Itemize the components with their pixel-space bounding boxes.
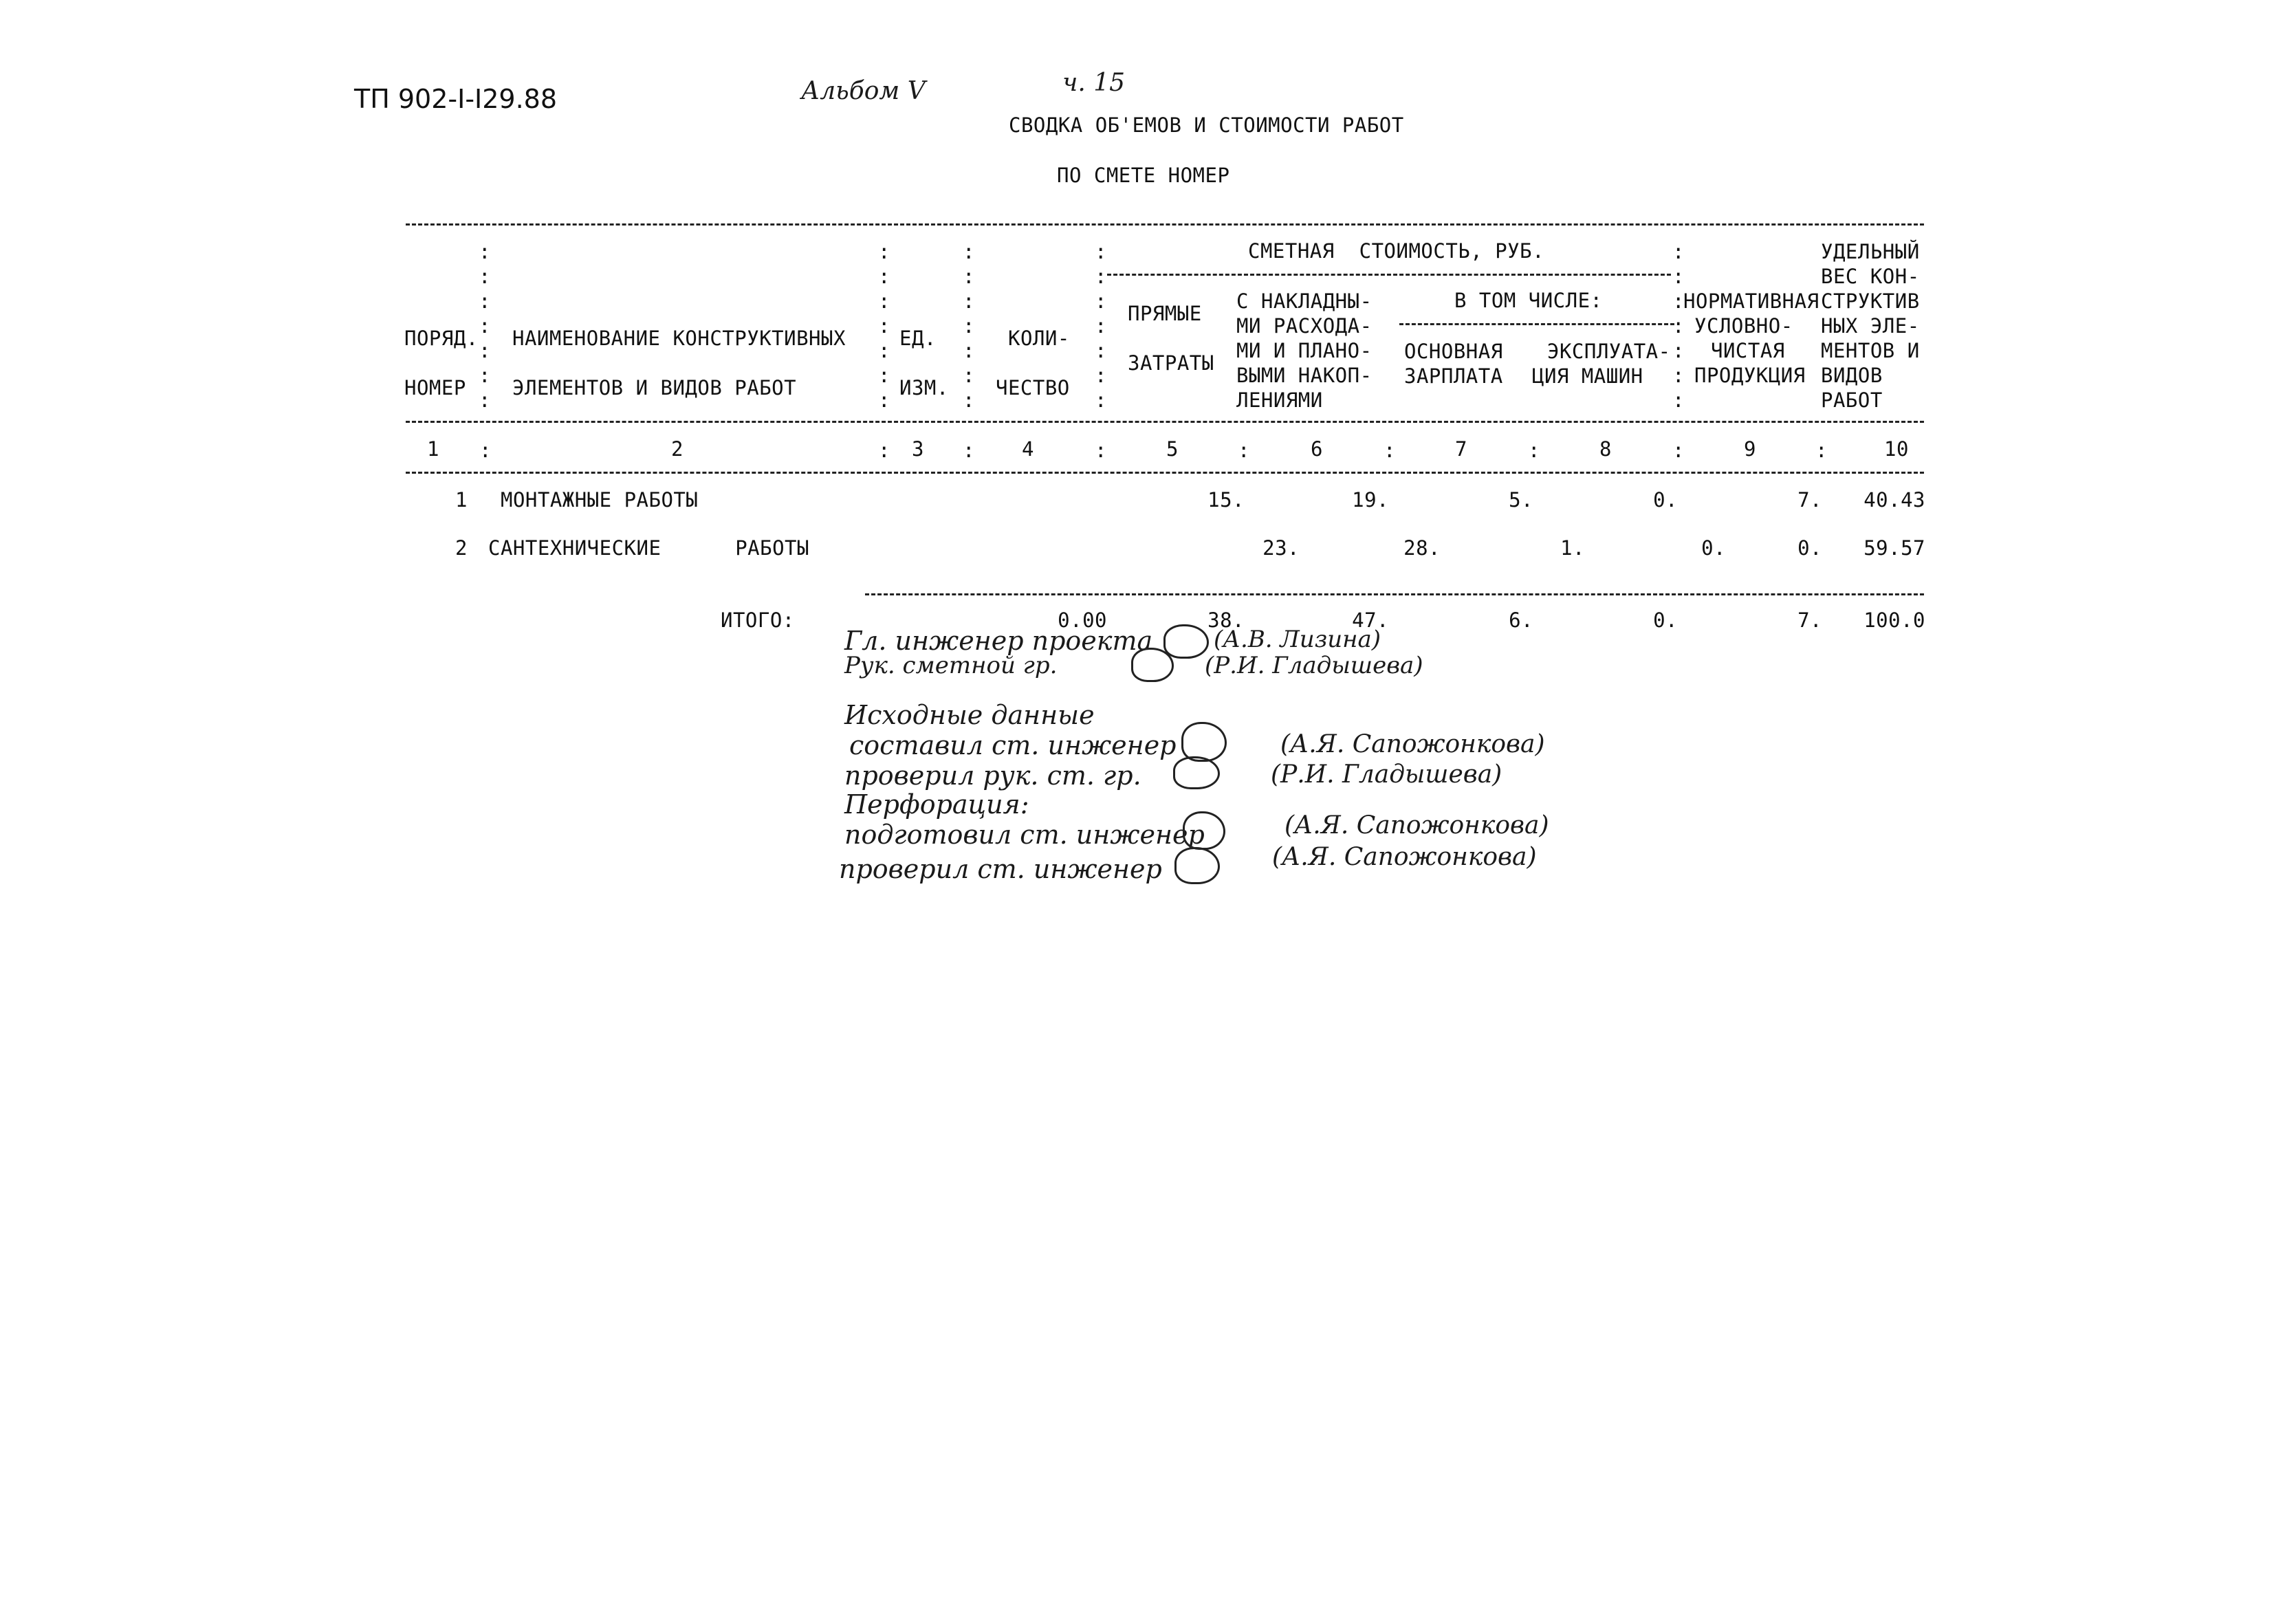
header-col6-line5: ЛЕНИЯМИ xyxy=(1236,388,1323,412)
header-col6-line4: ВЫМИ НАКОП- xyxy=(1236,364,1373,387)
row2-machines: 0. xyxy=(1701,536,1726,560)
header-col10-line4: НЫХ ЭЛЕ- xyxy=(1821,314,1920,338)
colnum-4: 4 xyxy=(1022,437,1034,461)
total-quantity: 0.00 xyxy=(1058,608,1107,632)
colnum-2: 2 xyxy=(671,437,684,461)
row2-no: 2 xyxy=(455,536,468,560)
document-code: ТП 902-I-I29.88 xyxy=(354,84,558,114)
colnum-1: 1 xyxy=(427,437,439,461)
total-machines: 0. xyxy=(1653,608,1678,632)
colnum-separators-b: : xyxy=(878,439,890,462)
row1-normative: 7. xyxy=(1797,488,1822,512)
total-weight: 100.0 xyxy=(1863,608,1925,632)
total-salary: 6. xyxy=(1509,608,1533,632)
total-normative: 7. xyxy=(1797,608,1822,632)
header-col7-line2: ЗАРПЛАТА xyxy=(1404,364,1503,388)
header-col10-line6: ВИДОВ xyxy=(1821,364,1883,387)
album-note: Альбом V xyxy=(801,77,926,105)
header-col4 xyxy=(996,314,1070,413)
sig-compiled-role: составил ст. инженер xyxy=(849,730,1177,760)
colnum-3: 3 xyxy=(912,437,924,461)
signature-mark xyxy=(1131,648,1174,682)
separators-col4: : : : : : : : xyxy=(1095,240,1107,412)
total-overhead: 47. xyxy=(1352,608,1389,632)
row2-direct: 23. xyxy=(1262,536,1300,560)
row1-overhead: 19. xyxy=(1352,488,1389,512)
colnum-10: 10 xyxy=(1884,437,1909,461)
row1-direct: 15. xyxy=(1207,488,1245,512)
total-rule xyxy=(865,593,1924,595)
header-col1-line2: НОМЕР xyxy=(404,376,466,399)
row1-salary: 5. xyxy=(1509,488,1533,512)
colnum-6: 6 xyxy=(1311,437,1323,461)
header-col2-line1: НАИМЕНОВАНИЕ КОНСТРУКТИВНЫХ xyxy=(512,327,846,350)
table-top-rule xyxy=(406,223,1924,226)
header-col9-line1: НОРМАТИВНАЯ xyxy=(1683,289,1819,313)
row1-weight: 40.43 xyxy=(1863,488,1925,512)
header-col3-line2: ИЗМ. xyxy=(899,376,949,399)
sig-prepared-name: (А.Я. Сапожонкова) xyxy=(1284,811,1549,840)
row1-machines: 0. xyxy=(1653,488,1678,512)
sig-perforation-heading: Перфорация: xyxy=(844,789,1029,820)
separators-col2: : : : : : : : xyxy=(878,240,890,412)
colnum-5: 5 xyxy=(1166,437,1179,461)
header-col5-line2: ЗАТРАТЫ xyxy=(1128,351,1214,375)
colnum-9: 9 xyxy=(1744,437,1756,461)
title-line-2: ПО СМЕТЕ НОМЕР xyxy=(1057,164,1230,187)
header-col3-line1: ЕД. xyxy=(899,327,937,350)
signature-mark xyxy=(1174,847,1220,884)
separators-col9: : : : : : : : xyxy=(1672,240,1685,412)
title-line-1: СВОДКА ОБ'ЕМОВ И СТОИМОСТИ РАБОТ xyxy=(1009,113,1404,137)
header-col6-line2: МИ РАСХОДА- xyxy=(1236,314,1373,338)
header-col9-line2: УСЛОВНО- xyxy=(1694,314,1793,338)
header-col10-line7: РАБОТ xyxy=(1821,388,1883,412)
row2-name: САНТЕХНИЧЕСКИЕ РАБОТЫ xyxy=(488,536,809,560)
colnum-separators-d: : xyxy=(1095,439,1107,462)
page-note: ч. 15 xyxy=(1062,69,1126,97)
header-col8 xyxy=(1532,339,1671,388)
sig-estimate-head-role: Рук. сметной гр. xyxy=(844,652,1058,679)
header-col5-line1: ПРЯМЫЕ xyxy=(1128,302,1202,325)
signature-mark xyxy=(1163,624,1209,659)
sig-chief-engineer-name: (А.В. Лизина) xyxy=(1214,626,1381,653)
row2-weight: 59.57 xyxy=(1863,536,1925,560)
sig-prepared-role: подготовил ст. инженер xyxy=(844,820,1205,850)
row2-normative: 0. xyxy=(1797,536,1822,560)
colnum-separators-e: : xyxy=(1238,439,1250,462)
header-col10 xyxy=(1821,239,1920,413)
header-col6-line3: МИ И ПЛАНО- xyxy=(1236,339,1373,362)
sig-checked-role: проверил рук. ст. гр. xyxy=(844,760,1141,791)
colnum-separators-f: : xyxy=(1384,439,1396,462)
sig-verified-name: (А.Я. Сапожонкова) xyxy=(1272,843,1537,871)
row2-overhead: 28. xyxy=(1403,536,1441,560)
sig-estimate-head-name: (Р.И. Гладышева) xyxy=(1205,652,1423,679)
header-col6 xyxy=(1236,289,1373,413)
total-label: ИТОГО: xyxy=(721,608,795,632)
header-col1 xyxy=(404,314,479,413)
header-col1-line1: ПОРЯД. xyxy=(404,327,479,350)
colnum-separators-c: : xyxy=(963,439,975,462)
header-col10-line3: СТРУКТИВ xyxy=(1821,289,1920,313)
header-col5 xyxy=(1128,289,1214,388)
header-col2-line2: ЭЛЕМЕНТОВ И ВИДОВ РАБОТ xyxy=(512,376,797,399)
numbers-bottom-rule xyxy=(406,472,1924,474)
colnum-separators-i: : xyxy=(1815,439,1828,462)
row1-no: 1 xyxy=(455,488,468,512)
subgroup-title: В ТОМ ЧИСЛЕ: xyxy=(1454,289,1603,312)
header-col10-line5: МЕНТОВ И xyxy=(1821,339,1920,362)
total-direct: 38. xyxy=(1207,608,1245,632)
sig-compiled-name: (А.Я. Сапожонкова) xyxy=(1280,730,1545,758)
row1-name: МОНТАЖНЫЕ РАБОТЫ xyxy=(501,488,699,512)
sig-chief-engineer-role: Гл. инженер проекта xyxy=(844,626,1153,656)
header-col4-line2: ЧЕСТВО xyxy=(996,376,1070,399)
separators-col3: : : : : : : : xyxy=(963,240,975,412)
header-col2 xyxy=(512,314,846,413)
colnum-separators-h: : xyxy=(1672,439,1685,462)
header-col9 xyxy=(1683,289,1819,388)
header-col9-line3: ЧИСТАЯ xyxy=(1711,339,1785,362)
header-bottom-rule xyxy=(406,421,1924,423)
sig-verified-role: проверил ст. инженер xyxy=(839,854,1162,884)
signature-mark xyxy=(1183,811,1225,850)
header-col6-line1: С НАКЛАДНЫ- xyxy=(1236,289,1373,313)
colnum-separators-g: : xyxy=(1528,439,1540,462)
colnum-separators: : xyxy=(479,439,492,462)
group-title: СМЕТНАЯ СТОИМОСТЬ, РУБ. xyxy=(1248,239,1545,263)
sig-checked-name: (Р.И. Гладышева) xyxy=(1271,760,1502,789)
header-col9-line4: ПРОДУКЦИЯ xyxy=(1694,364,1806,387)
colnum-8: 8 xyxy=(1599,437,1612,461)
sig-source-data-heading: Исходные данные xyxy=(844,700,1095,730)
header-col8-line1: ЭКСПЛУАТА- xyxy=(1547,340,1671,363)
subgroup-rule xyxy=(1399,323,1674,325)
signature-mark xyxy=(1181,722,1227,762)
header-col8-line2: ЦИЯ МАШИН xyxy=(1532,364,1643,388)
colnum-7: 7 xyxy=(1455,437,1467,461)
row2-salary: 1. xyxy=(1560,536,1585,560)
header-col4-line1: КОЛИ- xyxy=(1008,327,1070,350)
separators-col1: : : : : : : : xyxy=(479,240,491,412)
header-col3 xyxy=(899,314,949,413)
header-col10-line1: УДЕЛЬНЫЙ xyxy=(1821,240,1920,263)
header-col10-line2: ВЕС КОН- xyxy=(1821,265,1920,288)
header-col7-line1: ОСНОВНАЯ xyxy=(1404,340,1503,363)
header-col7 xyxy=(1404,339,1503,388)
group-rule xyxy=(1107,274,1671,276)
signature-mark xyxy=(1173,756,1220,789)
